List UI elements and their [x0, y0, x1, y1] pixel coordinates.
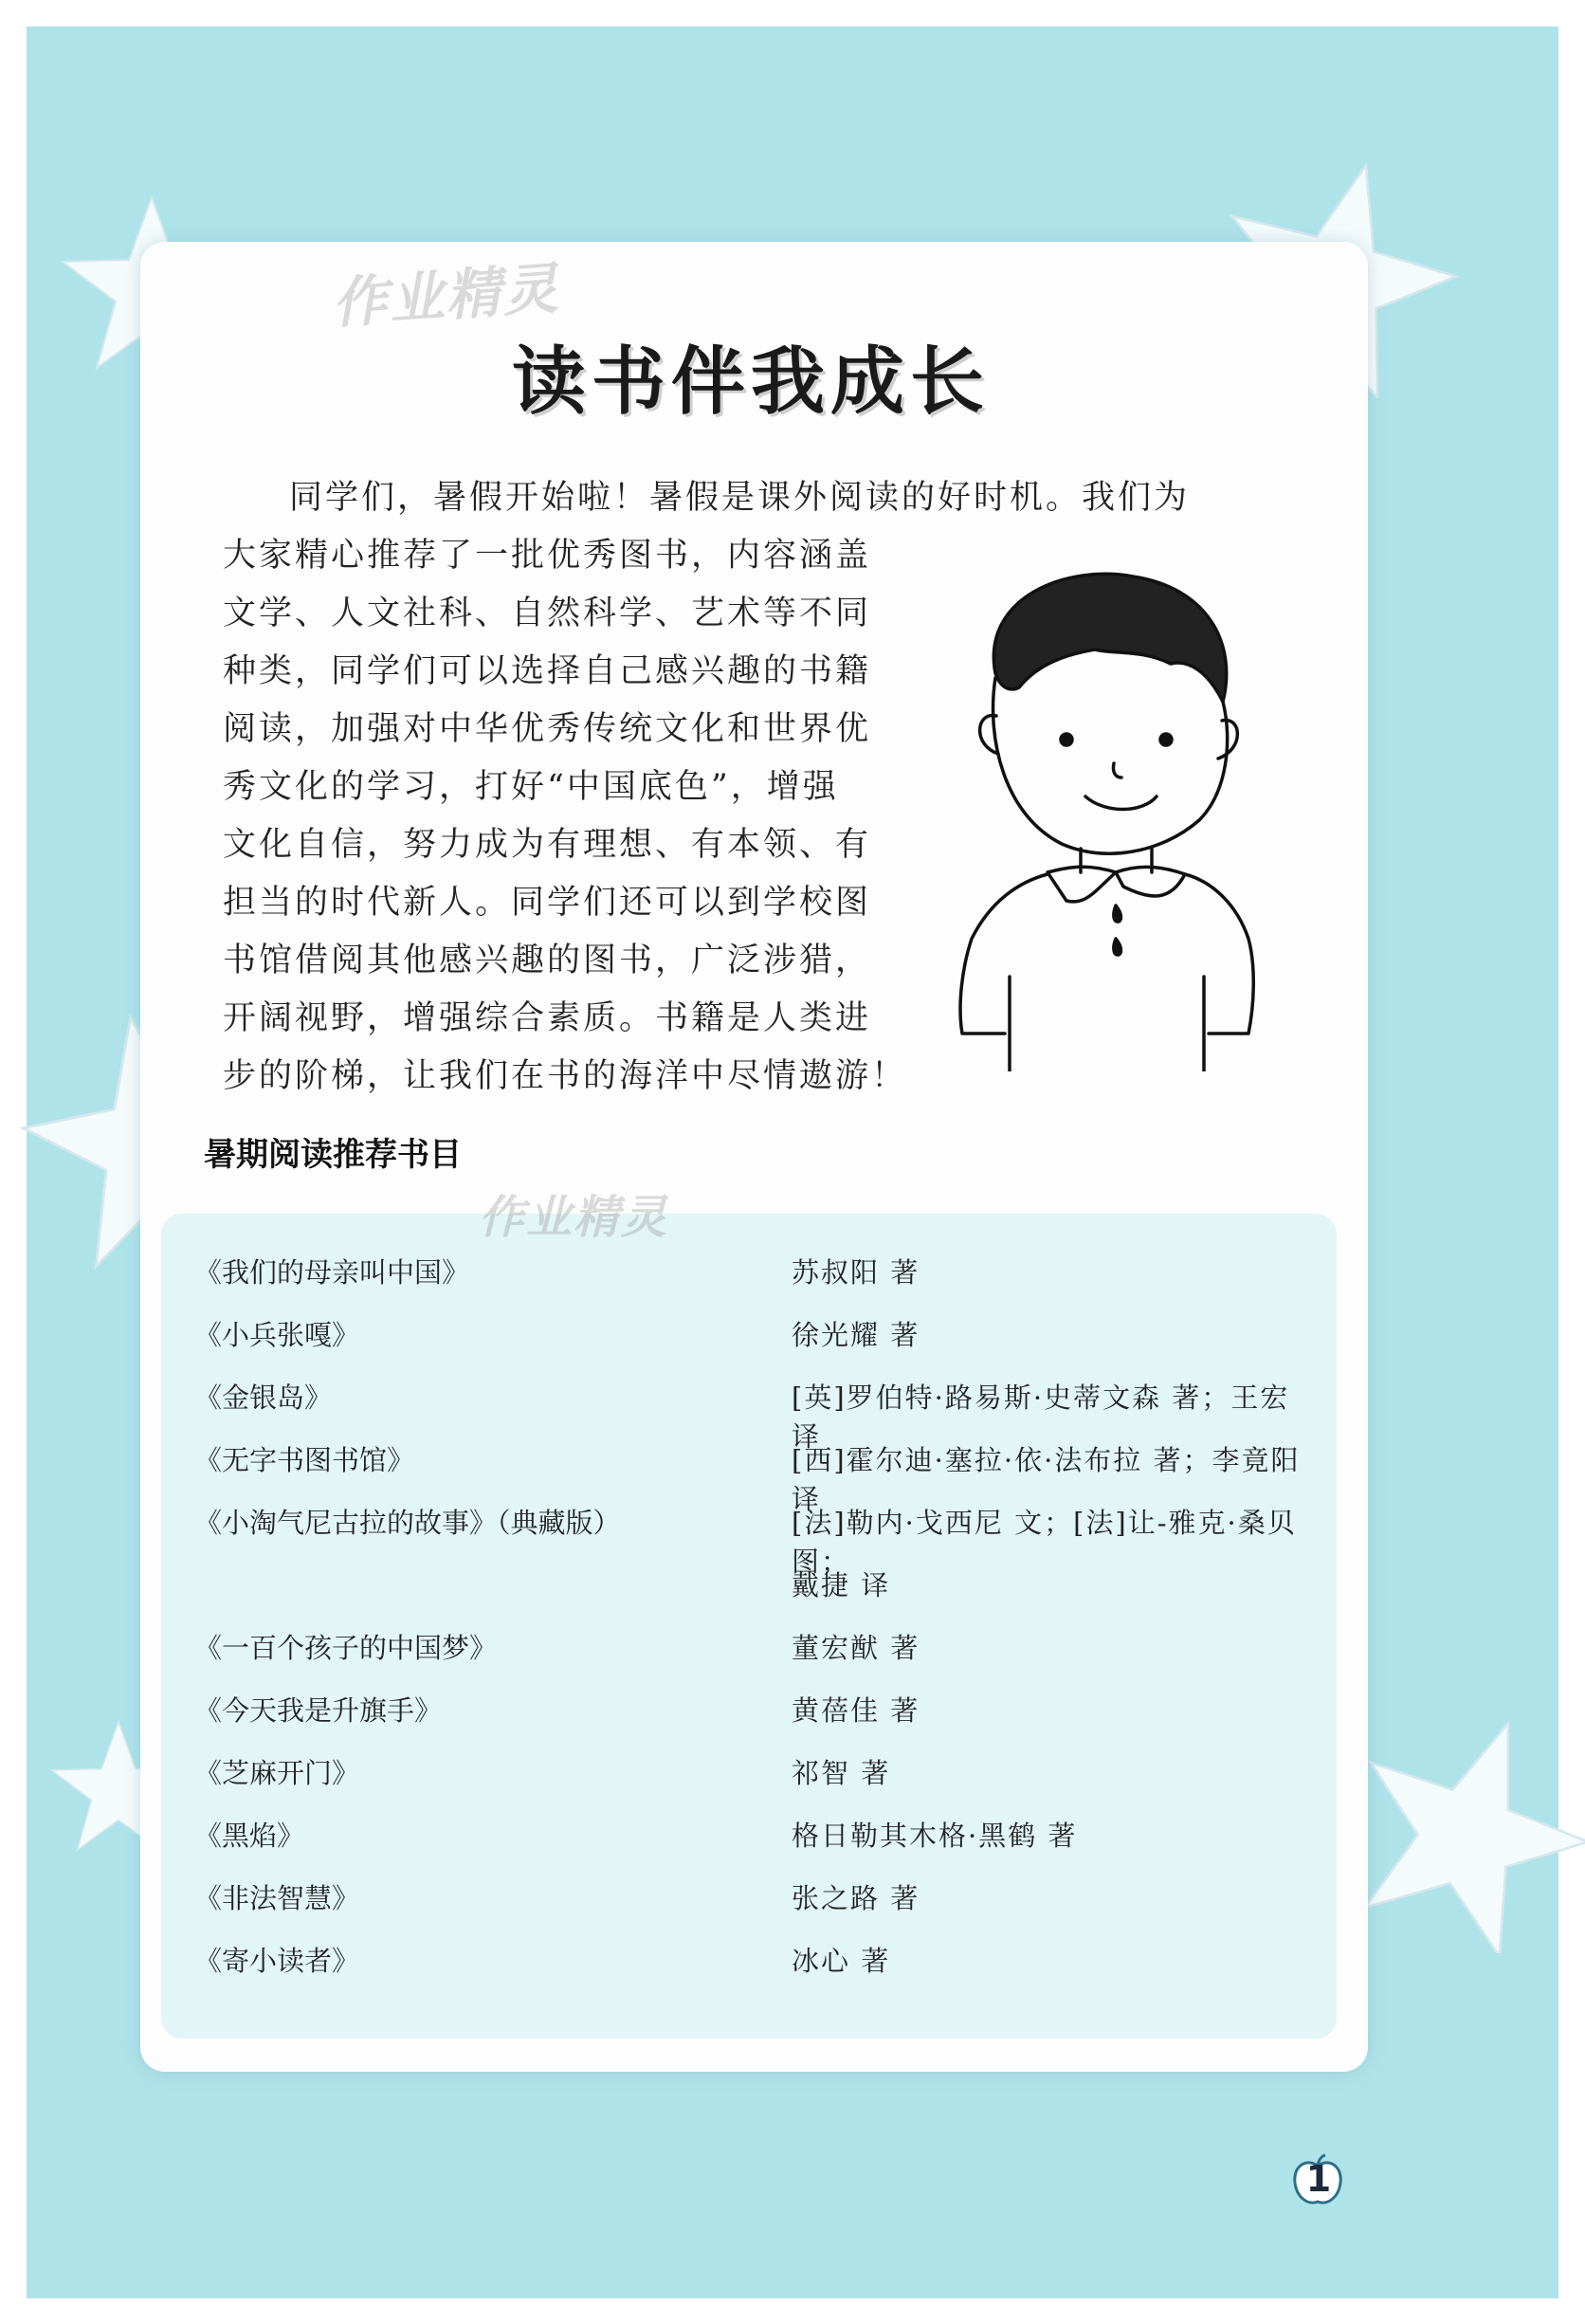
- intro-line: 书馆借阅其他感兴趣的图书，广泛涉猎，: [223, 942, 872, 979]
- list-item: [194, 1565, 1313, 1602]
- list-item: [194, 1252, 1313, 1290]
- page-title: 读书伴我成长: [512, 339, 991, 425]
- list-item: [194, 1815, 1313, 1853]
- book-author: 黄蓓佳 著: [792, 1694, 920, 1727]
- book-author: 格日勒其木格·黑鹤 著: [792, 1820, 1078, 1852]
- list-item: [194, 1439, 1313, 1515]
- book-title: 《小淘气尼古拉的故事》（典藏版）: [194, 1507, 621, 1539]
- list-item: [194, 1940, 1313, 1978]
- intro-line: 种类，同学们可以选择自己感兴趣的书籍: [223, 652, 872, 690]
- book-author: 苏叔阳 著: [792, 1256, 920, 1289]
- book-title: 《小兵张嘎》: [194, 1319, 360, 1351]
- book-author: 冰心 著: [792, 1945, 891, 1977]
- boy-illustration: [953, 559, 1256, 1071]
- book-author: [法]勒内·戈西尼 文；[法]让-雅克·桑贝 图；: [792, 1507, 1297, 1578]
- book-author: 戴捷 译: [792, 1569, 891, 1601]
- book-title: 《芝麻开门》: [194, 1757, 360, 1789]
- intro-line: 文化自信，努力成为有理想、有本领、有: [223, 826, 872, 864]
- list-item: [194, 1690, 1313, 1728]
- book-author: 祁智 著: [792, 1757, 891, 1789]
- list-item: [194, 1877, 1313, 1915]
- booklist-heading: 暑期阅读推荐书目: [204, 1136, 462, 1174]
- intro-line: 秀文化的学习，打好“中国底色”，增强: [223, 768, 839, 806]
- intro-line: 开阔视野，增强综合素质。书籍是人类进: [223, 999, 872, 1037]
- book-title: 《一百个孩子的中国梦》: [194, 1632, 498, 1664]
- booklist-panel: [161, 1214, 1337, 2039]
- book-title: 《寄小读者》: [194, 1945, 360, 1977]
- book-title: 《今天我是升旗手》: [194, 1694, 443, 1727]
- list-item: [194, 1502, 1313, 1578]
- list-item: [194, 1752, 1313, 1790]
- intro-line: 担当的时代新人。同学们还可以到学校图: [223, 884, 872, 922]
- book-author: [英]罗伯特·路易斯·史蒂文森 著；王宏 译: [792, 1382, 1290, 1453]
- intro-line: 同学们，暑假开始啦！暑假是课外阅读的好时机。我们为: [289, 479, 1191, 517]
- book-title: 《非法智慧》: [194, 1882, 360, 1914]
- page-number: 1: [1305, 2158, 1332, 2200]
- book-author: 董宏猷 著: [792, 1632, 920, 1664]
- watermark-top: 作业精灵: [330, 255, 562, 337]
- intro-line: 大家精心推荐了一批优秀图书，内容涵盖: [223, 537, 872, 575]
- list-item: [194, 1627, 1313, 1665]
- book-author: 徐光耀 著: [792, 1319, 920, 1351]
- intro-line: 阅读，加强对中华优秀传统文化和世界优: [223, 710, 872, 748]
- watermark-booklist: 作业精灵: [479, 1191, 669, 1244]
- intro-line: 步的阶梯，让我们在书的海洋中尽情遨游！: [223, 1057, 908, 1095]
- star-decoration-bottom-right: [1346, 1707, 1585, 1953]
- book-author: [西]霍尔迪·塞拉·依·法布拉 著；李竟阳 译: [792, 1444, 1301, 1515]
- book-title: 《我们的母亲叫中国》: [194, 1256, 470, 1289]
- book-title: 《金银岛》: [194, 1382, 333, 1414]
- intro-line: 文学、人文社科、自然科学、艺术等不同: [223, 595, 872, 632]
- book-title: 《黑焰》: [194, 1820, 305, 1852]
- list-item: [194, 1314, 1313, 1352]
- book-title: 《无字书图书馆》: [194, 1444, 415, 1476]
- book-author: 张之路 著: [792, 1882, 920, 1914]
- list-item: [194, 1377, 1313, 1453]
